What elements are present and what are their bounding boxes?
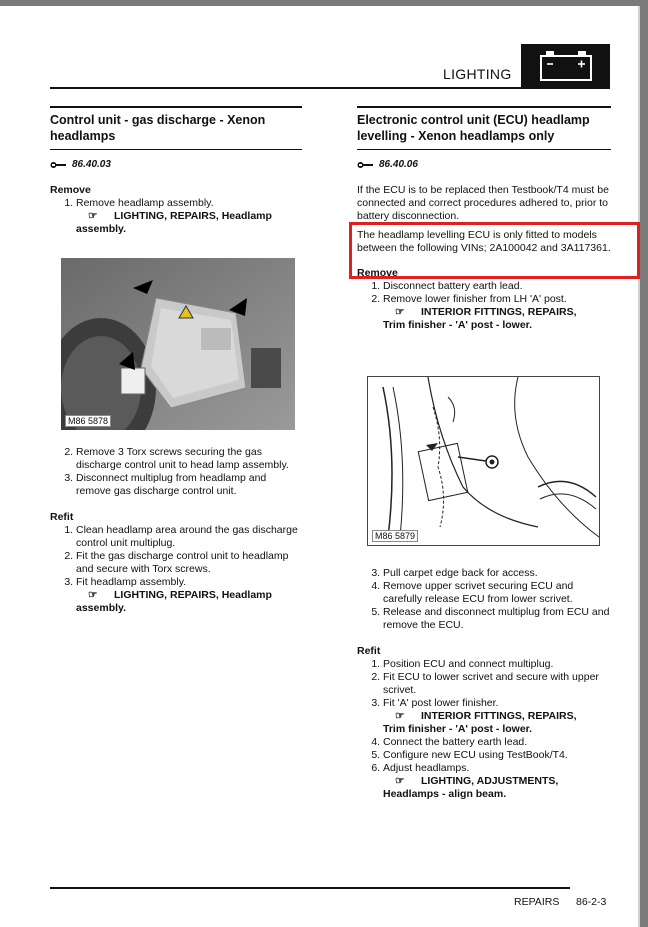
page-frame-shadow: [638, 6, 640, 927]
list-item: 2. Remove lower finisher from LH 'A' post.: [383, 293, 611, 306]
right-column: [357, 106, 611, 332]
left-column: [50, 106, 302, 236]
figure-label: M86 5878: [65, 415, 111, 427]
left-title-rule-top: [50, 106, 302, 108]
ecu-line-drawing: [368, 377, 599, 545]
left-remove-list-a: [50, 197, 302, 210]
ref-text: assembly.: [76, 223, 127, 235]
left-cross-reference-2[interactable]: [50, 589, 302, 615]
right-remove-heading: Remove: [357, 267, 398, 279]
right-remove-list-b: [357, 567, 611, 632]
left-op-code-text: 86.40.03: [72, 159, 111, 170]
right-cross-reference-2[interactable]: [357, 710, 611, 736]
right-column-lower: [357, 567, 611, 801]
ref-text: assembly.: [76, 602, 127, 614]
list-item: 1. Position ECU and connect multiplug.: [383, 658, 611, 671]
list-item: 1. Clean headlamp area around the gas discharge control unit multiplug.: [76, 524, 302, 550]
figure-label: M86 5879: [372, 530, 418, 542]
list-item: 3. Pull carpet edge back for access.: [383, 567, 611, 580]
right-intro-text: If the ECU is to be replaced then Testbook/T4 must be connected and correct procedures adhered to, prior to battery disconnection.: [357, 184, 609, 222]
left-column-lower: [50, 446, 302, 615]
list-item: 5. Release and disconnect multiplug from ECU and remove the ECU.: [383, 606, 611, 632]
list-item: 5. Configure new ECU using TestBook/T4.: [383, 749, 611, 762]
highlight-box: [349, 222, 640, 279]
right-title-rule-top: [357, 106, 611, 108]
right-refit-list-a: [357, 658, 611, 710]
pointing-hand-icon: ☞: [88, 589, 98, 601]
list-item: 3. Fit headlamp assembly.: [76, 576, 302, 589]
battery-icon: [521, 44, 610, 88]
pointing-hand-icon: ☞: [88, 210, 98, 222]
page-number: 86-2-3: [576, 896, 607, 908]
list-item: 6. Adjust headlamps.: [383, 762, 611, 775]
list-item: 4. Remove upper scrivet securing ECU and carefully release ECU from lower scrivet.: [383, 580, 611, 606]
list-item: 4. Connect the battery earth lead.: [383, 736, 611, 749]
right-vin-note: The headlamp levelling ECU is only fitted to models between the following VINs; 2A100042 and 3A117361.: [357, 229, 611, 254]
left-title-rule-bottom: [50, 149, 302, 150]
footer-label: REPAIRS: [514, 896, 560, 908]
list-item: 2. Fit the gas discharge control unit to headlamp and secure with Torx screws.: [76, 550, 302, 576]
right-cross-reference-3[interactable]: [357, 775, 611, 801]
ref-text: INTERIOR FITTINGS, REPAIRS,: [421, 710, 577, 722]
headlamp-photo: [61, 258, 295, 430]
right-cross-reference-1[interactable]: [357, 306, 611, 332]
ref-text: Trim finisher - 'A' post - lower.: [383, 723, 533, 735]
ref-text: Headlamps - align beam.: [383, 788, 507, 800]
ref-text: LIGHTING, REPAIRS, Headlamp: [114, 210, 272, 222]
ref-text: INTERIOR FITTINGS, REPAIRS,: [421, 306, 577, 318]
list-item: 2. Fit ECU to lower scrivet and secure with upper scrivet.: [383, 671, 611, 697]
right-remove-list-a: [357, 280, 611, 306]
right-op-code-text: 86.40.06: [379, 159, 418, 170]
figure-headlamp-control-unit: [61, 258, 295, 430]
page-frame-top: [0, 0, 648, 6]
list-item: 1. Remove headlamp assembly.: [76, 197, 302, 210]
ref-text: Trim finisher - 'A' post - lower.: [383, 319, 533, 331]
left-remove-list-b: [50, 446, 302, 498]
left-op-code: [50, 158, 302, 171]
left-remove-heading: Remove: [50, 184, 91, 196]
footer-rule: [50, 887, 570, 889]
list-item: 1. Disconnect battery earth lead.: [383, 280, 611, 293]
left-cross-reference-1[interactable]: [50, 210, 302, 236]
section-title: LIGHTING: [443, 66, 512, 82]
left-refit-list: [50, 524, 302, 589]
pointing-hand-icon: ☞: [395, 775, 405, 787]
list-item: 3. Fit 'A' post lower finisher.: [383, 697, 611, 710]
page-frame-right: [640, 0, 648, 927]
list-item: 2. Remove 3 Torx screws securing the gas discharge control unit to head lamp assembly.: [76, 446, 302, 472]
right-refit-heading: Refit: [357, 645, 381, 657]
ref-text: LIGHTING, REPAIRS, Headlamp: [114, 589, 272, 601]
figure-ecu-a-post: [367, 376, 600, 546]
list-item: 3. Disconnect multiplug from headlamp and remove gas discharge control unit.: [76, 472, 302, 498]
pointing-hand-icon: ☞: [395, 306, 405, 318]
wrench-icon: [357, 161, 373, 169]
ref-text: LIGHTING, ADJUSTMENTS,: [421, 775, 559, 787]
pointing-hand-icon: ☞: [395, 710, 405, 722]
left-procedure-title: Control unit - gas discharge - Xenon headlamps: [50, 113, 266, 143]
wrench-icon: [50, 161, 66, 169]
right-title-rule-bottom: [357, 149, 611, 150]
right-op-code: [357, 158, 611, 171]
right-procedure-title: Electronic control unit (ECU) headlamp levelling - Xenon headlamps only: [357, 113, 590, 143]
right-refit-list-b: [357, 736, 611, 775]
left-refit-heading: Refit: [50, 511, 74, 523]
